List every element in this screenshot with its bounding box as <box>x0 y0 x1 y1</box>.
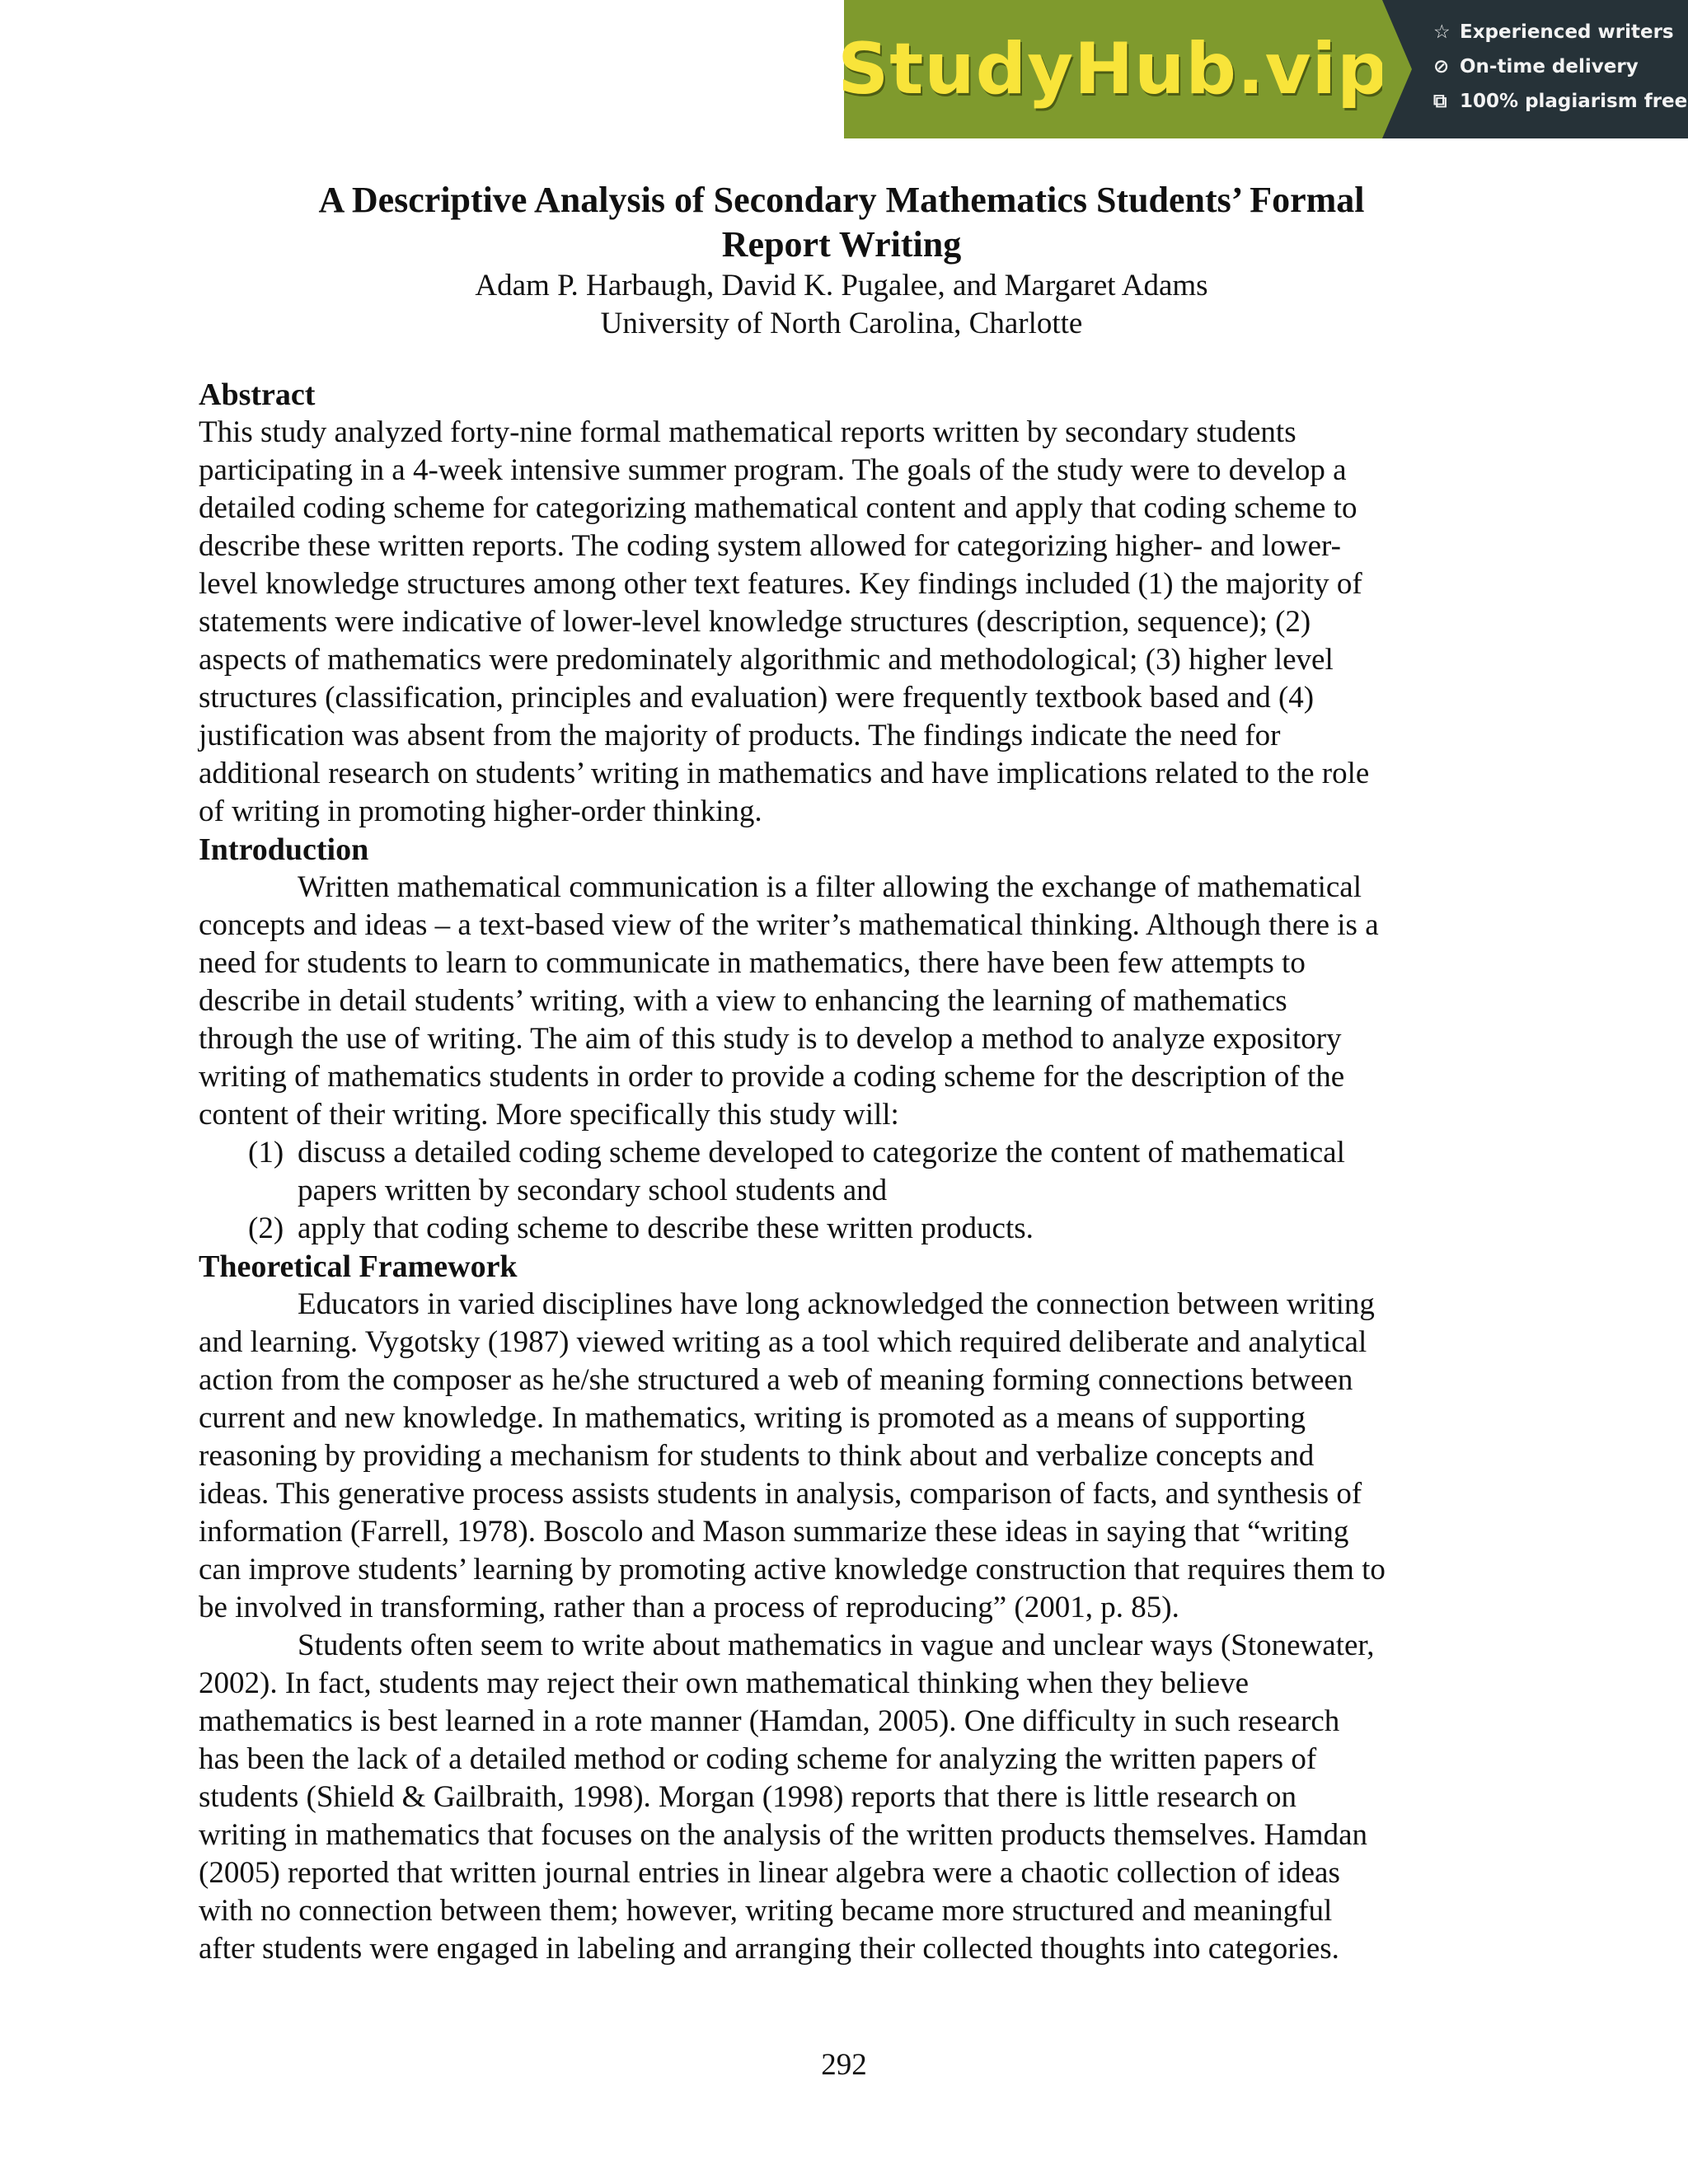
text-line: through the use of writing. The aim of this study is to develop a method to analyze expository <box>199 1022 1342 1056</box>
text-line: This study analyzed forty-nine formal mathematical reports written by secondary students <box>199 415 1296 449</box>
framework-heading: Theoretical Framework <box>199 1249 518 1284</box>
feature-experienced-writers <box>1433 20 1688 45</box>
text-line: has been the lack of a detailed method or coding scheme for analyzing the written papers of <box>199 1742 1317 1776</box>
text-line: current and new knowledge. In mathematics, writing is promoted as a means of supporting <box>199 1401 1306 1435</box>
star-outline-icon: ☆ <box>1433 21 1451 43</box>
text-line: students (Shield & Gailbraith, 1998). Morgan (1998) reports that there is little research on <box>199 1780 1297 1814</box>
text-line: information (Farrell, 1978). Boscolo and Mason summarize these ideas in saying that “writing <box>199 1515 1349 1549</box>
text-line: concepts and ideas – a text-based view of the writer’s mathematical thinking. Although there is a <box>199 908 1379 942</box>
text-line: structures (classification, principles and evaluation) were frequently textbook based and (4) <box>199 681 1315 715</box>
text-line: (2005) reported that written journal entries in linear algebra were a chaotic collection of ideas <box>199 1856 1340 1890</box>
paper-affiliation: University of North Carolina, Charlotte <box>600 307 1083 340</box>
text-line: writing in mathematics that focuses on the analysis of the written products themselves. Hamdan <box>199 1818 1367 1852</box>
list-text <box>298 1210 1034 1248</box>
text-line: participating in a 4-week intensive summer program. The goals of the study were to develop a <box>199 453 1347 487</box>
text-line: of writing in promoting higher-order thinking. <box>199 794 762 828</box>
text-line: apply that coding scheme to describe these written products. <box>298 1212 1034 1245</box>
text-line: describe these written reports. The coding system allowed for categorizing higher- and lower- <box>199 529 1341 563</box>
text-line: discuss a detailed coding scheme developed to categorize the content of mathematical <box>298 1136 1345 1169</box>
text-line: mathematics is best learned in a rote manner (Hamdan, 2005). One difficulty in such research <box>199 1704 1340 1738</box>
list-item <box>199 1134 1493 1210</box>
text-line: be involved in transforming, rather than a process of reproducing” (2001, p. 85). <box>199 1591 1179 1624</box>
text-line: describe in detail students’ writing, with a view to enhancing the learning of mathematics <box>199 984 1287 1018</box>
list-text <box>298 1134 1345 1210</box>
feature-label: On-time delivery <box>1460 56 1639 77</box>
clock-icon: ⊘ <box>1433 56 1450 77</box>
text-line: papers written by secondary school students and <box>298 1174 888 1207</box>
text-line: Educators in varied disciplines have long acknowledged the connection between writing <box>298 1287 1375 1321</box>
text-line: with no connection between them; however, writing became more structured and meaningful <box>199 1894 1333 1928</box>
text-line: content of their writing. More specifically this study will: <box>199 1098 899 1132</box>
text-line: justification was absent from the majority of products. The findings indicate the need for <box>199 719 1281 752</box>
text-line: 2002). In fact, students may reject their own mathematical thinking when they believe <box>199 1666 1250 1700</box>
paper-page <box>199 178 1493 1968</box>
feature-label: Experienced writers <box>1460 21 1674 43</box>
abstract-paragraph <box>199 414 1493 831</box>
studyhub-banner[interactable] <box>837 0 1688 138</box>
paper-authors: Adam P. Harbaugh, David K. Pugalee, and Margaret Adams <box>475 269 1208 302</box>
copy-icon: ⧉ <box>1433 91 1447 112</box>
list-number: (2) <box>248 1212 284 1245</box>
list-item <box>199 1210 1493 1248</box>
text-line: level knowledge structures among other text features. Key findings included (1) the majority of <box>199 567 1362 601</box>
introduction-heading: Introduction <box>199 832 369 867</box>
text-line: detailed coding scheme for categorizing mathematical content and apply that coding scheme to <box>199 491 1357 525</box>
introduction-paragraph <box>199 869 1493 1134</box>
text-line: can improve students’ learning by promoting active knowledge construction that requires them to <box>199 1553 1386 1586</box>
feature-label: 100% plagiarism free <box>1460 91 1688 112</box>
title-line: A Descriptive Analysis of Secondary Mathematics Students’ Formal <box>318 180 1365 220</box>
objectives-list <box>199 1134 1493 1248</box>
text-line: reasoning by providing a mechanism for students to think about and verbalize concepts and <box>199 1439 1315 1473</box>
studyhub-logo[interactable] <box>837 0 1389 138</box>
framework-paragraph-1 <box>199 1286 1493 1627</box>
banner-features <box>1382 0 1688 138</box>
text-line: ideas. This generative process assists students in analysis, comparison of facts, and synthesis of <box>199 1477 1362 1511</box>
text-line: and learning. Vygotsky (1987) viewed writing as a tool which required deliberate and analytical <box>199 1325 1367 1359</box>
abstract-heading: Abstract <box>199 377 316 412</box>
text-line: Written mathematical communication is a filter allowing the exchange of mathematical <box>298 870 1362 904</box>
text-line: Students often seem to write about mathematics in vague and unclear ways (Stonewater, <box>298 1629 1375 1662</box>
logo-text: StudyHub.vip <box>837 28 1389 110</box>
title-line: Report Writing <box>721 224 962 265</box>
text-line: after students were engaged in labeling and arranging their collected thoughts into categories. <box>199 1932 1339 1966</box>
text-line: aspects of mathematics were predominately algorithmic and methodological; (3) higher level <box>199 643 1334 677</box>
page-number: 292 <box>821 2048 867 2082</box>
text-line: action from the composer as he/she structured a web of meaning forming connections between <box>199 1363 1353 1397</box>
text-line: need for students to learn to communicate in mathematics, there have been few attempts to <box>199 946 1306 980</box>
paper-title <box>199 178 1484 267</box>
feature-on-time-delivery <box>1433 54 1688 79</box>
text-line: statements were indicative of lower-level knowledge structures (description, sequence); (2) <box>199 605 1311 639</box>
text-line: writing of mathematics students in order to provide a coding scheme for the description of the <box>199 1060 1345 1094</box>
feature-plagiarism-free <box>1433 89 1688 114</box>
framework-paragraph-2 <box>199 1627 1493 1968</box>
list-number: (1) <box>248 1136 284 1169</box>
text-line: additional research on students’ writing in mathematics and have implications related to the role <box>199 757 1370 790</box>
